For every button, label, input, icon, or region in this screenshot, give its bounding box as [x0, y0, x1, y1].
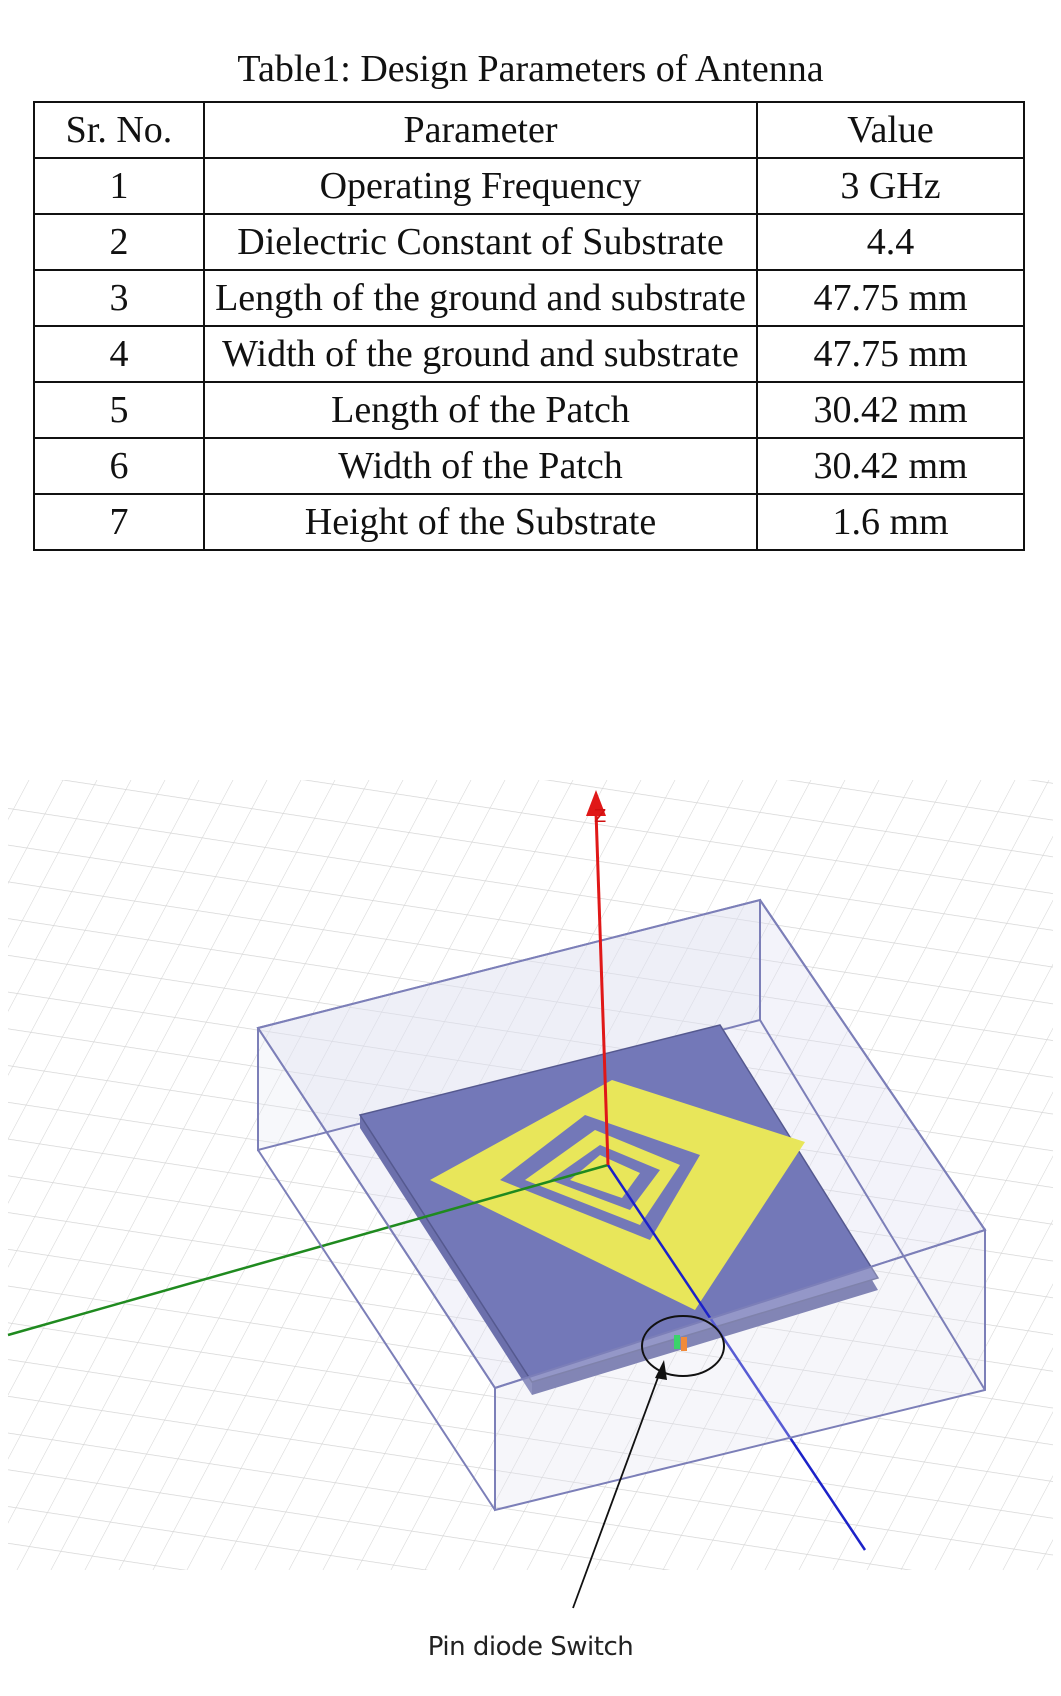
cell-value: 4.4: [757, 214, 1024, 270]
table-caption: Table1: Design Parameters of Antenna: [237, 48, 824, 90]
design-parameters-table: [33, 101, 1025, 551]
cell-parameter: Operating Frequency: [204, 158, 757, 214]
header-parameter: Parameter: [204, 102, 757, 158]
table-row: [34, 382, 1024, 438]
antenna-3d-figure: [0, 770, 1061, 1696]
cell-value: 3 GHz: [757, 158, 1024, 214]
cell-parameter: Length of the Patch: [204, 382, 757, 438]
table-row: [34, 438, 1024, 494]
cell-sr: 4: [34, 326, 204, 382]
antenna-model-drawing: [0, 770, 1061, 1696]
cell-sr: 3: [34, 270, 204, 326]
table-row: [34, 326, 1024, 382]
cell-sr: 7: [34, 494, 204, 550]
cell-parameter: Height of the Substrate: [204, 494, 757, 550]
cell-parameter: Width of the Patch: [204, 438, 757, 494]
cell-value: 1.6 mm: [757, 494, 1024, 550]
pin-diode-switch-label: Pin diode Switch: [427, 1632, 634, 1662]
header-sr-no: Sr. No.: [34, 102, 204, 158]
cell-parameter: Width of the ground and substrate: [204, 326, 757, 382]
z-axis-label: Z: [594, 806, 607, 827]
cell-sr: 5: [34, 382, 204, 438]
cell-parameter: Length of the ground and substrate: [204, 270, 757, 326]
table-row: [34, 270, 1024, 326]
cell-parameter: Dielectric Constant of Substrate: [204, 214, 757, 270]
cell-value: 30.42 mm: [757, 382, 1024, 438]
cell-value: 47.75 mm: [757, 326, 1024, 382]
header-value: Value: [757, 102, 1024, 158]
cell-value: 47.75 mm: [757, 270, 1024, 326]
cell-value: 30.42 mm: [757, 438, 1024, 494]
cell-sr: 2: [34, 214, 204, 270]
table-row: [34, 214, 1024, 270]
table-header-row: [34, 102, 1024, 158]
table-row: [34, 158, 1024, 214]
cell-sr: 6: [34, 438, 204, 494]
table-row: [34, 494, 1024, 550]
cell-sr: 1: [34, 158, 204, 214]
